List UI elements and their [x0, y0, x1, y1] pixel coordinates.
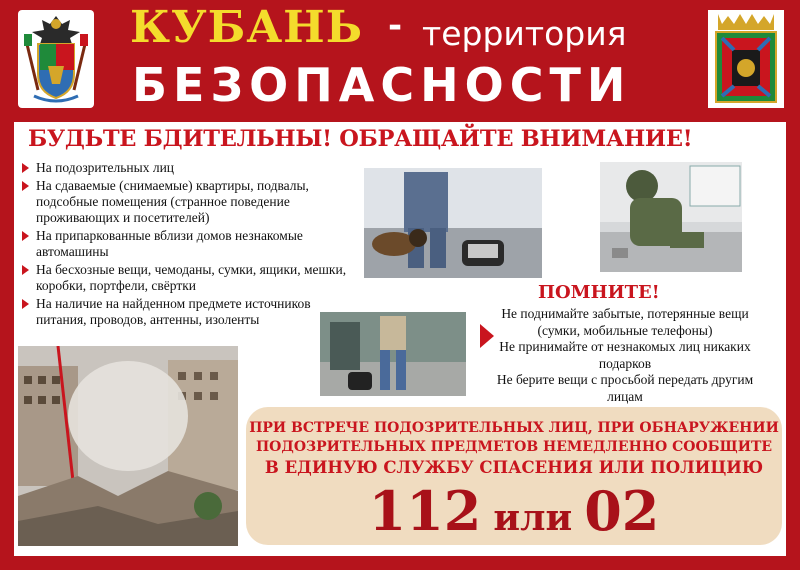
- list-item: [18, 296, 363, 328]
- phone-or: или: [493, 497, 573, 539]
- list-item: Не принимайте от незнакомых лиц никаких подарков: [499, 339, 751, 371]
- callout-text: [246, 419, 782, 479]
- title-territory: территория: [422, 14, 627, 53]
- bullet-triangle-icon: [22, 265, 29, 275]
- list-item-text: На наличие на найденном предмете источников питания, проводов, антенны, изоленты: [36, 296, 311, 327]
- bullet-triangle-icon: [22, 231, 29, 241]
- header: [0, 0, 800, 120]
- title-dash: -: [388, 6, 403, 46]
- list-item-text: На сдаваемые (снимаемые) квартиры, подвалы, подсобные помещения (странное поведение проживающих и посетителей): [36, 178, 309, 225]
- list-item: Не поднимайте забытые, потерянные вещи (сумки, мобильные телефоны): [501, 306, 749, 338]
- list-item: [18, 160, 363, 176]
- emergency-callout: [246, 407, 782, 545]
- bullet-triangle-icon: [22, 299, 29, 309]
- list-item-text: На подозрительных лиц: [36, 160, 175, 175]
- city-coat-of-arms-icon: [708, 10, 784, 108]
- list-item: [18, 228, 363, 260]
- attention-list: [18, 160, 363, 330]
- abandoned-bag-photo: [320, 312, 466, 396]
- list-item: Не берите вещи с просьбой передать другим лицам: [496, 372, 754, 404]
- phone-number-02: 02: [584, 479, 660, 543]
- callout-line-2: ПОДОЗРИТЕЛЬНЫХ ПРЕДМЕТОВ НЕМЕДЛЕННО СООБЩИТЕ: [255, 439, 773, 455]
- title-kuban: КУБАНЬ: [130, 2, 364, 53]
- bullet-triangle-icon: [22, 163, 29, 173]
- list-item: [18, 178, 363, 226]
- collapsed-building-photo: [18, 346, 238, 546]
- callout-line-3: В ЕДИНУЮ СЛУЖБУ СПАСЕНИЯ ИЛИ ПОЛИЦИЮ: [264, 458, 764, 477]
- phone-number-112: 112: [368, 479, 482, 543]
- bomb-technician-photo: [600, 162, 742, 272]
- callout-line-1: ПРИ ВСТРЕЧЕ ПОДОЗРИТЕЛЬНЫХ ЛИЦ, ПРИ ОБНАРУЖЕНИИ: [249, 420, 779, 436]
- krai-coat-of-arms-icon: [18, 10, 94, 108]
- list-item: [18, 262, 363, 294]
- list-item-text: На бесхозные вещи, чемоданы, сумки, ящики, мешки, коробки, портфели, свёртки: [36, 262, 347, 293]
- headline: БУДЬТЕ БДИТЕЛЬНЫ! ОБРАЩАЙТЕ ВНИМАНИЕ!: [28, 126, 693, 152]
- police-dog-photo: [364, 168, 542, 278]
- bullet-triangle-icon: [22, 181, 29, 191]
- remember-list: [490, 306, 760, 405]
- remember-title: ПОМНИТЕ!: [538, 282, 660, 303]
- emergency-numbers: [246, 479, 782, 543]
- content-panel: [14, 122, 786, 556]
- list-item-text: На припаркованные вблизи домов незнакомые автомашины: [36, 228, 303, 259]
- title-security: БЕЗОПАСНОСТИ: [132, 58, 632, 112]
